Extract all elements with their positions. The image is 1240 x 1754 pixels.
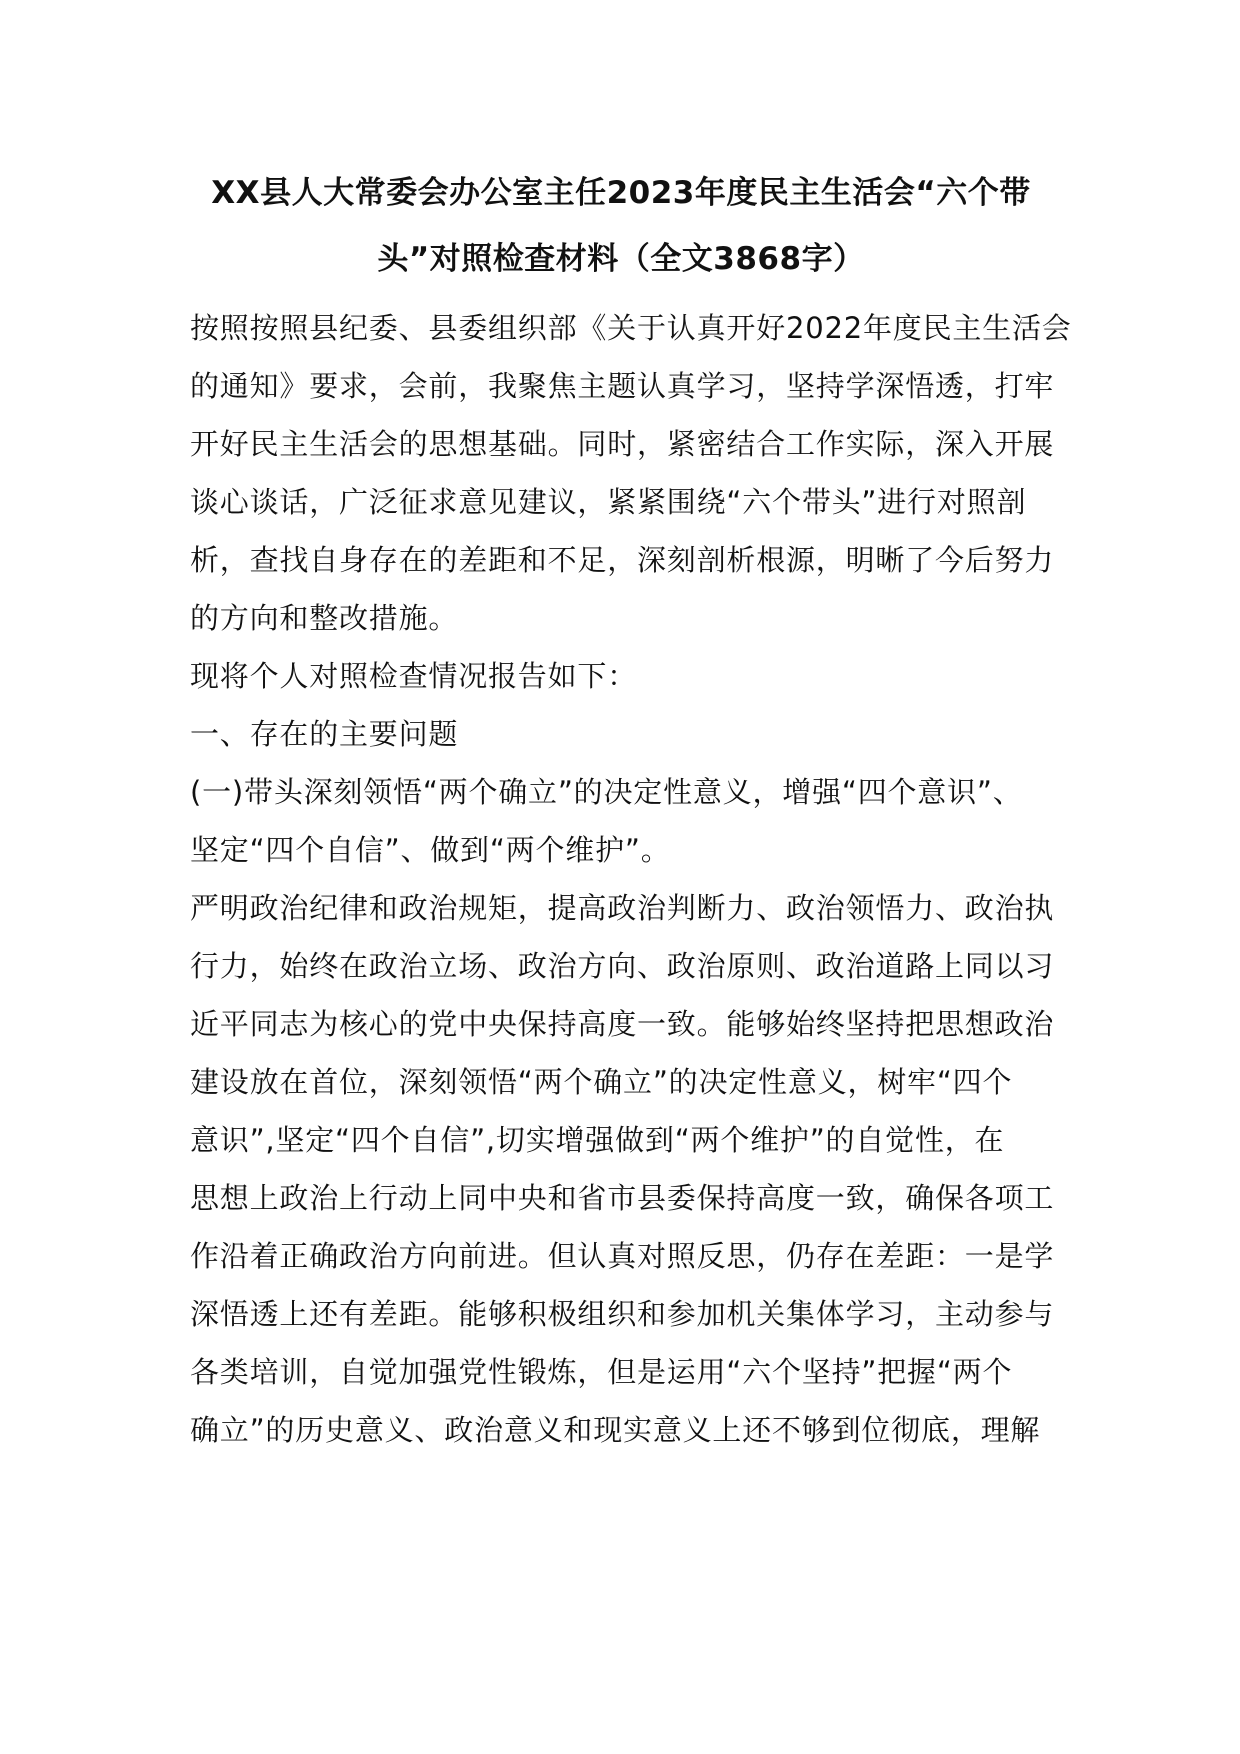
body-line: 谈心谈话，广泛征求意见建议，紧紧围绕“六个带头”进行对照剖 [190, 485, 1027, 519]
body-line: 作沿着正确政治方向前进。但认真对照反思，仍存在差距：一是学 [190, 1239, 1055, 1273]
body-line: 的通知》要求，会前，我聚焦主题认真学习，坚持学深悟透，打牢 [190, 369, 1055, 403]
body-line: 思想上政治上行动上同中央和省市县委保持高度一致，确保各项工 [190, 1181, 1055, 1215]
body-line: 析，查找自身存在的差距和不足，深刻剖析根源，明晰了今后努力 [190, 543, 1055, 577]
title-line-1: XX县人大常委会办公室主任2023年度民主生活会“六个带 [211, 175, 1031, 211]
body-line: 深悟透上还有差距。能够积极组织和参加机关集体学习，主动参与 [190, 1297, 1055, 1331]
subsection-heading: 坚定“四个自信”、做到“两个维护”。 [190, 833, 671, 867]
body-line: 严明政治纪律和政治规矩，提高政治判断力、政治领悟力、政治执 [190, 891, 1055, 925]
body-line: 确立”的历史意义、政治意义和现实意义上还不够到位彻底，理解 [190, 1413, 1041, 1447]
body-line: 按照按照县纪委、县委组织部《关于认真开好2022年度民主生活会 [190, 311, 1072, 345]
body-line: 近平同志为核心的党中央保持高度一致。能够始终坚持把思想政治 [190, 1007, 1055, 1041]
body-line: 的方向和整改措施。 [190, 601, 459, 635]
title-line-2: 头”对照检查材料（全文3868字） [377, 241, 865, 277]
body-line: 行力，始终在政治立场、政治方向、政治原则、政治道路上同以习 [190, 949, 1055, 983]
body-line: 现将个人对照检查情况报告如下： [190, 659, 638, 693]
body-line: 开好民主生活会的思想基础。同时，紧密结合工作实际，深入开展 [190, 427, 1055, 461]
body-line: 建设放在首位，深刻领悟“两个确立”的决定性意义，树牢“四个 [190, 1065, 1013, 1099]
subsection-heading: (一)带头深刻领悟“两个确立”的决定性意义，增强“四个意识”、 [190, 775, 1023, 809]
document-title [188, 160, 1054, 292]
section-heading: 一、存在的主要问题 [190, 717, 459, 751]
body-line: 意识”,坚定“四个自信”,切实增强做到“两个维护”的自觉性，在 [190, 1123, 1005, 1157]
body-line: 各类培训，自觉加强党性锻炼，但是运用“六个坚持”把握“两个 [190, 1355, 1013, 1389]
